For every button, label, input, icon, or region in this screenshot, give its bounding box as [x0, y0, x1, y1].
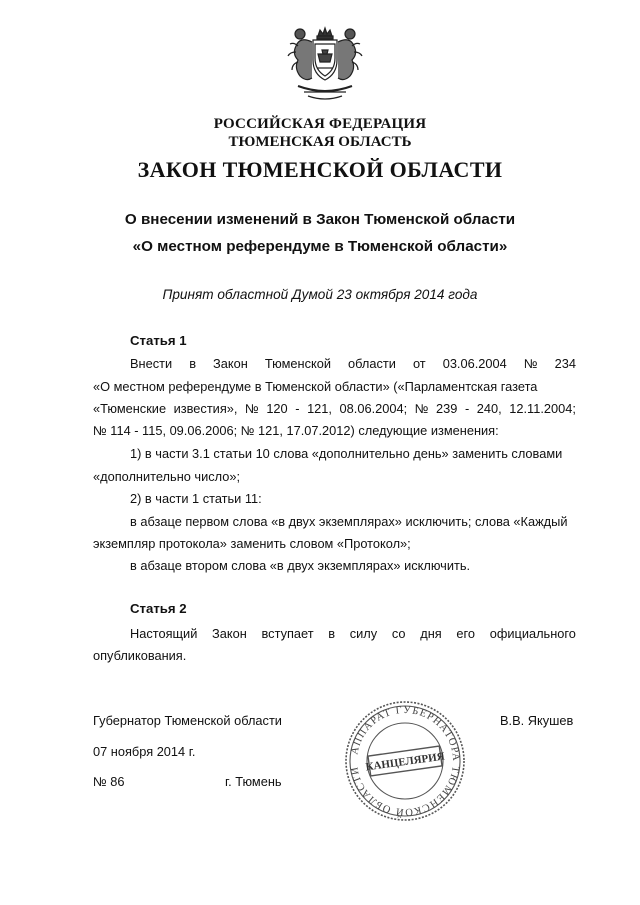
word: 234 — [554, 356, 576, 371]
word: Закон — [212, 626, 247, 641]
word: в — [328, 626, 336, 641]
article-2-line-2: опубликования. — [93, 648, 187, 663]
word: в — [189, 356, 196, 371]
article-1-item-1-line-2: «дополнительно число»; — [93, 469, 241, 484]
word: № — [414, 401, 429, 416]
law-title: ЗАКОН ТЮМЕНСКОЙ ОБЛАСТИ — [137, 157, 503, 182]
word: Внести — [130, 356, 173, 371]
office-stamp — [343, 699, 467, 823]
article-2-line-1 — [130, 626, 576, 641]
word: 08.06.2004; — [339, 401, 408, 416]
signing-date: 07 ноября 2014 г. — [93, 744, 196, 759]
word: силу — [349, 626, 378, 641]
word: Настоящий — [130, 626, 198, 641]
article-2-heading: Статья 2 — [130, 601, 187, 616]
word: № — [523, 356, 538, 371]
word: Тюменской — [264, 356, 331, 371]
word: вступает — [261, 626, 314, 641]
word: 03.06.2004 — [442, 356, 507, 371]
word: Закон — [213, 356, 248, 371]
word: - — [464, 401, 470, 416]
word: от — [412, 356, 426, 371]
signatory-position: Губернатор Тюменской области — [93, 713, 282, 728]
article-1-intro-line-3 — [93, 401, 576, 416]
signatory-name: В.В. Якушев — [500, 713, 574, 728]
signing-city: г. Тюмень — [225, 774, 282, 789]
stamp-center-text: КАНЦЕЛЯРИЯ — [364, 750, 446, 774]
word: официального — [489, 626, 576, 641]
word: - — [295, 401, 300, 416]
word: 240, — [476, 401, 502, 416]
word: дня — [420, 626, 442, 641]
article-1-heading: Статья 1 — [130, 333, 187, 348]
word: «Тюменские — [93, 401, 167, 416]
word: 121, — [307, 401, 332, 416]
article-1-intro-line-2: «О местном референдуме в Тюменской области» («Парламентская газета — [93, 379, 538, 394]
article-1-item-1-line-1: 1) в части 3.1 статьи 10 слова «дополнительно день» заменить словами — [130, 446, 563, 461]
stamp-outer-text: АППАРАТ ГУБЕРНАТОРА ТЮМЕНСКОЙ ОБЛАСТИ — [349, 704, 462, 818]
word: № — [245, 401, 259, 416]
article-1-intro-line-4: № 114 - 115, 09.06.2006; № 121, 17.07.2012) следующие изменения: — [93, 423, 499, 438]
law-subtitle-line-1: О внесении изменений в Закон Тюменской области — [124, 211, 516, 228]
law-number: № 86 — [93, 774, 125, 789]
word: 239 — [436, 401, 458, 416]
article-1-item-2: 2) в части 1 статьи 11: — [130, 491, 262, 506]
article-1-item-2-a-line-1: в абзаце первом слова «в двух экземплярах» исключить; слова «Каждый — [130, 514, 568, 529]
region-name: ТЮМЕНСКАЯ ОБЛАСТЬ — [228, 134, 412, 150]
word: области — [348, 356, 396, 371]
word: известия», — [173, 401, 238, 416]
adoption-note: Принят областной Думой 23 октября 2014 года — [162, 287, 478, 302]
word: со — [391, 626, 406, 641]
word: его — [456, 626, 476, 641]
article-1-item-2-a-line-2: экземпляр протокола» заменить словом «Протокол»; — [93, 536, 411, 551]
word: 120 — [266, 401, 288, 416]
coat-of-arms-icon — [284, 22, 366, 104]
article-1-item-2-b: в абзаце втором слова «в двух экземплярах» исключить. — [130, 558, 471, 573]
article-1-intro-line-1 — [130, 356, 576, 371]
law-subtitle-line-2: «О местном референдуме в Тюменской области» — [132, 238, 508, 255]
country-name: РОССИЙСКАЯ ФЕДЕРАЦИЯ — [213, 116, 427, 132]
word: 12.11.2004; — [509, 401, 576, 416]
